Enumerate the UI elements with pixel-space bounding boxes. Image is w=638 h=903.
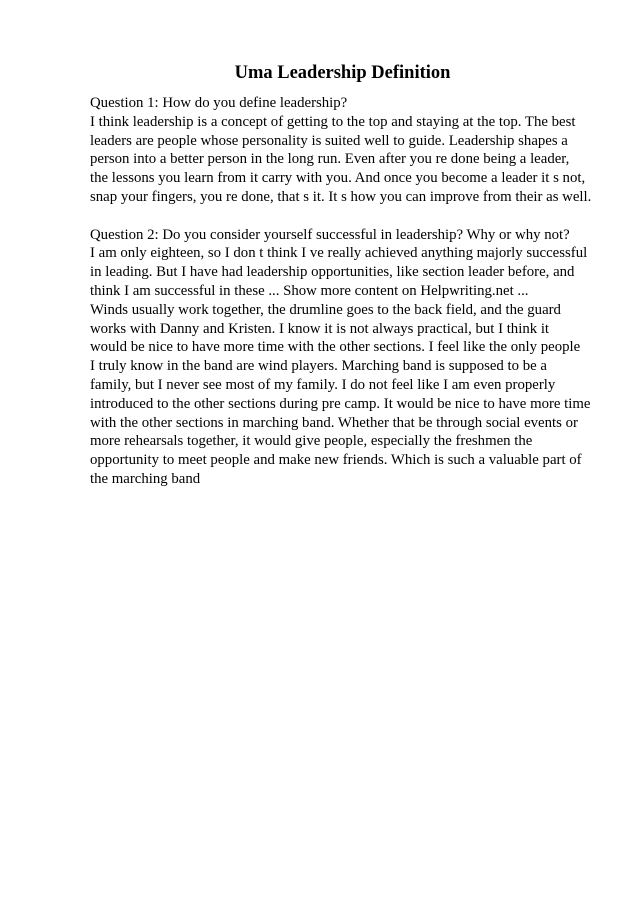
body-line: the marching band	[90, 470, 201, 487]
body-line: I think leadership is a concept of getting to the top and staying at the top. The best	[90, 113, 576, 130]
body-line: snap your fingers, you re done, that s it. It s how you can improve from their as well.	[90, 188, 592, 205]
body-line: the lessons you learn from it carry with you. And once you become a leader it s not,	[90, 170, 586, 187]
body-line: works with Danny and Kristen. I know it is not always practical, but I think it	[90, 320, 550, 337]
body-line: family, but I never see most of my family. I do not feel like I am even properly	[90, 376, 556, 393]
paragraph-gap	[90, 207, 610, 226]
body-line: I truly know in the band are wind players. Marching band is supposed to be a	[90, 358, 547, 375]
body-line: person into a better person in the long run. Even after you re done being a leader,	[90, 151, 570, 168]
body-line: think I am successful in these ... Show more content on Helpwriting.net ...	[90, 282, 529, 299]
document-body	[90, 94, 610, 489]
body-line: leaders are people whose personality is suited well to guide. Leadership shapes a	[90, 132, 568, 149]
body-line: more rehearsals together, it would give people, especially the freshmen the	[90, 433, 533, 450]
question-heading: Question 2: Do you consider yourself successful in leadership? Why or why not?	[90, 226, 570, 243]
body-line: opportunity to meet people and make new friends. Which is such a valuable part of	[90, 452, 582, 469]
document-title: Uma Leadership Definition	[234, 63, 451, 83]
body-line: with the other sections in marching band. Whether that be through social events or	[90, 414, 578, 431]
body-line: I am only eighteen, so I don t think I ve really achieved anything majorly successful	[90, 245, 588, 262]
body-line: Winds usually work together, the drumline goes to the back field, and the guard	[90, 301, 561, 318]
body-line: would be nice to have more time with the other sections. I feel like the only people	[90, 339, 581, 356]
body-line: introduced to the other sections during pre camp. It would be nice to have more time	[90, 395, 591, 412]
question-heading: Question 1: How do you define leadership?	[90, 95, 348, 111]
body-line: in leading. But I have had leadership opportunities, like section leader before, and	[90, 264, 575, 281]
